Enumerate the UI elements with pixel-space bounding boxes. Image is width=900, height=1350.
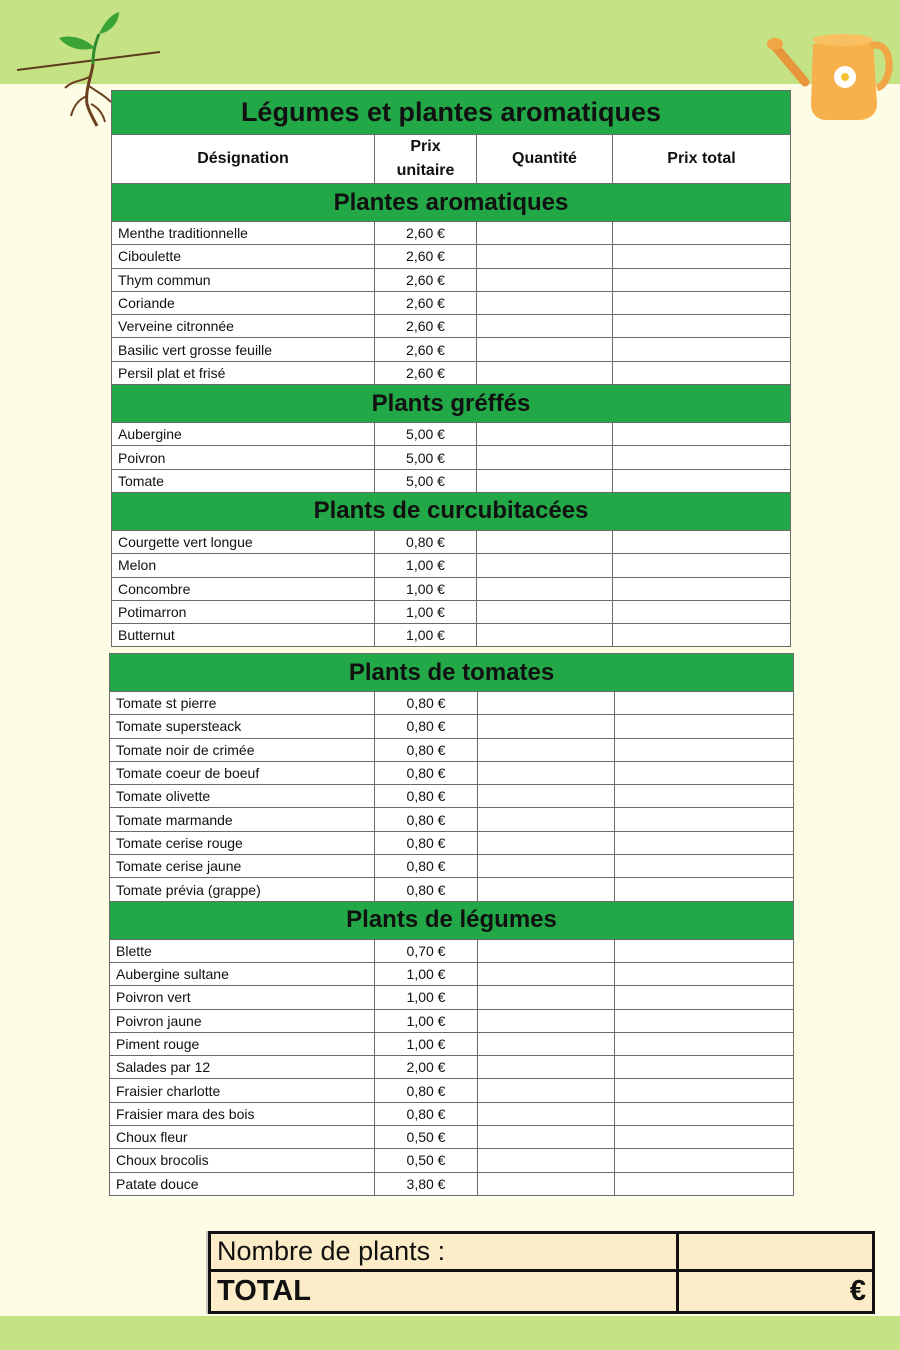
item-total-cell[interactable] xyxy=(613,624,791,647)
item-total-cell[interactable] xyxy=(615,692,794,715)
section-title: Plants de légumes xyxy=(110,901,794,939)
item-name: Choux fleur xyxy=(110,1126,375,1149)
item-name: Poivron vert xyxy=(110,986,375,1009)
item-name: Tomate supersteack xyxy=(110,715,375,738)
table-row xyxy=(110,1079,794,1102)
table-row xyxy=(110,738,794,761)
table-row xyxy=(112,530,791,553)
item-unit-price: 2,00 € xyxy=(375,1056,478,1079)
item-unit-price: 2,60 € xyxy=(375,338,477,361)
item-unit-price: 2,60 € xyxy=(375,315,477,338)
item-name: Melon xyxy=(112,554,375,577)
item-name: Tomate olivette xyxy=(110,785,375,808)
table-row xyxy=(112,469,791,492)
page-title: Légumes et plantes aromatiques xyxy=(112,91,791,135)
item-total-cell[interactable] xyxy=(615,986,794,1009)
table-row xyxy=(110,785,794,808)
table-row xyxy=(112,624,791,647)
section-row xyxy=(110,654,794,692)
item-name: Tomate cerise jaune xyxy=(110,855,375,878)
item-quantity-cell[interactable] xyxy=(477,624,613,647)
table-row xyxy=(110,1149,794,1172)
item-quantity-cell[interactable] xyxy=(478,1149,615,1172)
item-total-cell[interactable] xyxy=(613,600,791,623)
title-row xyxy=(112,91,791,135)
item-unit-price: 1,00 € xyxy=(375,600,477,623)
item-total-cell[interactable] xyxy=(615,1009,794,1032)
header-row xyxy=(112,135,791,184)
header-total-price: Prix total xyxy=(613,135,791,184)
table-row xyxy=(112,268,791,291)
item-quantity-cell[interactable] xyxy=(478,738,615,761)
plant-count-label: Nombre de plants : xyxy=(210,1233,678,1271)
item-unit-price: 0,80 € xyxy=(375,878,478,901)
item-quantity-cell[interactable] xyxy=(477,554,613,577)
price-table-part-1 xyxy=(111,90,791,647)
item-total-cell[interactable] xyxy=(615,962,794,985)
item-unit-price: 5,00 € xyxy=(375,469,477,492)
table-row xyxy=(110,1172,794,1195)
item-name: Persil plat et frisé xyxy=(112,361,375,384)
item-quantity-cell[interactable] xyxy=(478,1056,615,1079)
item-name: Piment rouge xyxy=(110,1032,375,1055)
table-row xyxy=(110,855,794,878)
table-row xyxy=(110,1032,794,1055)
item-total-cell[interactable] xyxy=(615,1032,794,1055)
item-quantity-cell[interactable] xyxy=(477,577,613,600)
table-row xyxy=(110,831,794,854)
item-quantity-cell[interactable] xyxy=(478,808,615,831)
item-name: Patate douce xyxy=(110,1172,375,1195)
item-unit-price: 3,80 € xyxy=(375,1172,478,1195)
item-quantity-cell[interactable] xyxy=(477,600,613,623)
item-total-cell[interactable] xyxy=(615,855,794,878)
table-row xyxy=(112,291,791,314)
item-total-cell[interactable] xyxy=(615,1172,794,1195)
item-unit-price: 2,60 € xyxy=(375,291,477,314)
table-row xyxy=(110,808,794,831)
table-row xyxy=(112,315,791,338)
item-unit-price: 0,80 € xyxy=(375,1079,478,1102)
item-unit-price: 0,50 € xyxy=(375,1126,478,1149)
table-row xyxy=(110,1056,794,1079)
table-row xyxy=(112,446,791,469)
item-total-cell[interactable] xyxy=(615,1149,794,1172)
item-total-cell[interactable] xyxy=(613,446,791,469)
item-quantity-cell[interactable] xyxy=(478,715,615,738)
table-row xyxy=(110,986,794,1009)
item-quantity-cell[interactable] xyxy=(477,268,613,291)
item-unit-price: 0,80 € xyxy=(375,530,477,553)
table-row xyxy=(112,577,791,600)
item-unit-price: 0,50 € xyxy=(375,1149,478,1172)
item-unit-price: 2,60 € xyxy=(375,245,477,268)
table-row xyxy=(112,222,791,245)
item-unit-price: 1,00 € xyxy=(375,1032,478,1055)
section-row xyxy=(112,492,791,530)
item-total-cell[interactable] xyxy=(615,808,794,831)
item-name: Basilic vert grosse feuille xyxy=(112,338,375,361)
item-unit-price: 0,80 € xyxy=(375,1102,478,1125)
item-name: Verveine citronnée xyxy=(112,315,375,338)
section-title: Plants de tomates xyxy=(110,654,794,692)
item-quantity-cell[interactable] xyxy=(478,1009,615,1032)
item-quantity-cell[interactable] xyxy=(477,222,613,245)
item-unit-price: 5,00 € xyxy=(375,446,477,469)
item-name: Concombre xyxy=(112,577,375,600)
item-total-cell[interactable] xyxy=(615,831,794,854)
item-quantity-cell[interactable] xyxy=(477,361,613,384)
table-row xyxy=(112,423,791,446)
item-total-cell[interactable] xyxy=(613,469,791,492)
section-title: Plants de curcubitacées xyxy=(112,492,791,530)
item-unit-price: 1,00 € xyxy=(375,624,477,647)
item-quantity-cell[interactable] xyxy=(478,785,615,808)
table-row xyxy=(110,962,794,985)
table-row xyxy=(110,878,794,901)
total-label: TOTAL xyxy=(210,1271,678,1313)
item-name: Potimarron xyxy=(112,600,375,623)
item-total-cell[interactable] xyxy=(613,245,791,268)
item-total-cell[interactable] xyxy=(615,1056,794,1079)
item-total-cell[interactable] xyxy=(615,738,794,761)
table-row xyxy=(110,761,794,784)
item-total-cell[interactable] xyxy=(613,222,791,245)
item-quantity-cell[interactable] xyxy=(478,855,615,878)
table-row xyxy=(112,554,791,577)
item-total-cell[interactable] xyxy=(615,715,794,738)
table-row xyxy=(110,715,794,738)
item-name: Courgette vert longue xyxy=(112,530,375,553)
item-quantity-cell[interactable] xyxy=(478,962,615,985)
item-quantity-cell[interactable] xyxy=(478,939,615,962)
item-name: Ciboulette xyxy=(112,245,375,268)
item-unit-price: 0,80 € xyxy=(375,831,478,854)
section-row xyxy=(112,184,791,222)
item-name: Salades par 12 xyxy=(110,1056,375,1079)
item-name: Choux brocolis xyxy=(110,1149,375,1172)
item-unit-price: 5,00 € xyxy=(375,423,477,446)
item-name: Butternut xyxy=(112,624,375,647)
item-quantity-cell[interactable] xyxy=(477,338,613,361)
table-row xyxy=(110,939,794,962)
header-unit-price-line1: Prix xyxy=(410,138,441,155)
item-unit-price: 0,70 € xyxy=(375,939,478,962)
totals-box xyxy=(208,1231,875,1314)
item-total-cell[interactable] xyxy=(615,1102,794,1125)
total-value[interactable]: € xyxy=(678,1271,874,1313)
item-quantity-cell[interactable] xyxy=(477,315,613,338)
item-unit-price: 2,60 € xyxy=(375,222,477,245)
item-unit-price: 1,00 € xyxy=(375,577,477,600)
item-name: Tomate xyxy=(112,469,375,492)
item-unit-price: 1,00 € xyxy=(375,554,477,577)
item-name: Poivron xyxy=(112,446,375,469)
item-quantity-cell[interactable] xyxy=(478,1126,615,1149)
item-unit-price: 2,60 € xyxy=(375,361,477,384)
item-total-cell[interactable] xyxy=(613,268,791,291)
item-quantity-cell[interactable] xyxy=(477,291,613,314)
plant-count-value[interactable] xyxy=(678,1233,874,1271)
item-total-cell[interactable] xyxy=(613,554,791,577)
section-title: Plants gréffés xyxy=(112,385,791,423)
table-row xyxy=(110,1126,794,1149)
item-unit-price: 1,00 € xyxy=(375,962,478,985)
header-unit-price-line2: unitaire xyxy=(396,162,455,179)
section-title: Plantes aromatiques xyxy=(112,184,791,222)
item-total-cell[interactable] xyxy=(615,761,794,784)
item-unit-price: 0,80 € xyxy=(375,715,478,738)
item-total-cell[interactable] xyxy=(615,785,794,808)
item-unit-price: 0,80 € xyxy=(375,855,478,878)
item-total-cell[interactable] xyxy=(615,939,794,962)
table-row xyxy=(110,1102,794,1125)
item-name: Tomate prévia (grappe) xyxy=(110,878,375,901)
table-row xyxy=(112,361,791,384)
item-name: Menthe traditionnelle xyxy=(112,222,375,245)
item-quantity-cell[interactable] xyxy=(478,831,615,854)
section-row xyxy=(112,385,791,423)
item-name: Fraisier mara des bois xyxy=(110,1102,375,1125)
item-quantity-cell[interactable] xyxy=(477,245,613,268)
item-quantity-cell[interactable] xyxy=(478,1079,615,1102)
item-quantity-cell[interactable] xyxy=(478,986,615,1009)
item-name: Blette xyxy=(110,939,375,962)
item-total-cell[interactable] xyxy=(613,361,791,384)
item-total-cell[interactable] xyxy=(613,315,791,338)
item-total-cell[interactable] xyxy=(615,1079,794,1102)
table-row xyxy=(112,338,791,361)
item-name: Fraisier charlotte xyxy=(110,1079,375,1102)
item-quantity-cell[interactable] xyxy=(478,878,615,901)
item-quantity-cell[interactable] xyxy=(478,1172,615,1195)
item-unit-price: 0,80 € xyxy=(375,692,478,715)
item-unit-price: 1,00 € xyxy=(375,986,478,1009)
item-name: Thym commun xyxy=(112,268,375,291)
item-quantity-cell[interactable] xyxy=(477,530,613,553)
item-total-cell[interactable] xyxy=(615,878,794,901)
item-quantity-cell[interactable] xyxy=(477,423,613,446)
item-total-cell[interactable] xyxy=(615,1126,794,1149)
item-quantity-cell[interactable] xyxy=(477,469,613,492)
item-total-cell[interactable] xyxy=(613,423,791,446)
table-row xyxy=(112,600,791,623)
item-unit-price: 2,60 € xyxy=(375,268,477,291)
item-name: Aubergine xyxy=(112,423,375,446)
item-unit-price: 1,00 € xyxy=(375,1009,478,1032)
table-row xyxy=(110,1009,794,1032)
section-row xyxy=(110,901,794,939)
item-quantity-cell[interactable] xyxy=(478,761,615,784)
item-unit-price: 0,80 € xyxy=(375,808,478,831)
table-row xyxy=(112,245,791,268)
item-quantity-cell[interactable] xyxy=(477,446,613,469)
item-name: Tomate st pierre xyxy=(110,692,375,715)
header-quantity: Quantité xyxy=(477,135,613,184)
item-total-cell[interactable] xyxy=(613,291,791,314)
item-name: Tomate marmande xyxy=(110,808,375,831)
item-name: Poivron jaune xyxy=(110,1009,375,1032)
item-unit-price: 0,80 € xyxy=(375,785,478,808)
item-name: Coriande xyxy=(112,291,375,314)
header-unit-price xyxy=(375,135,477,184)
item-name: Tomate noir de crimée xyxy=(110,738,375,761)
header-designation: Désignation xyxy=(112,135,375,184)
item-quantity-cell[interactable] xyxy=(478,1102,615,1125)
item-total-cell[interactable] xyxy=(613,338,791,361)
item-unit-price: 0,80 € xyxy=(375,738,478,761)
item-total-cell[interactable] xyxy=(613,530,791,553)
item-total-cell[interactable] xyxy=(613,577,791,600)
price-table-part-2 xyxy=(109,653,794,1196)
item-quantity-cell[interactable] xyxy=(478,1032,615,1055)
item-unit-price: 0,80 € xyxy=(375,761,478,784)
item-name: Aubergine sultane xyxy=(110,962,375,985)
item-quantity-cell[interactable] xyxy=(478,692,615,715)
bottom-band xyxy=(0,1316,900,1350)
item-name: Tomate cerise rouge xyxy=(110,831,375,854)
item-name: Tomate coeur de boeuf xyxy=(110,761,375,784)
table-row xyxy=(110,692,794,715)
